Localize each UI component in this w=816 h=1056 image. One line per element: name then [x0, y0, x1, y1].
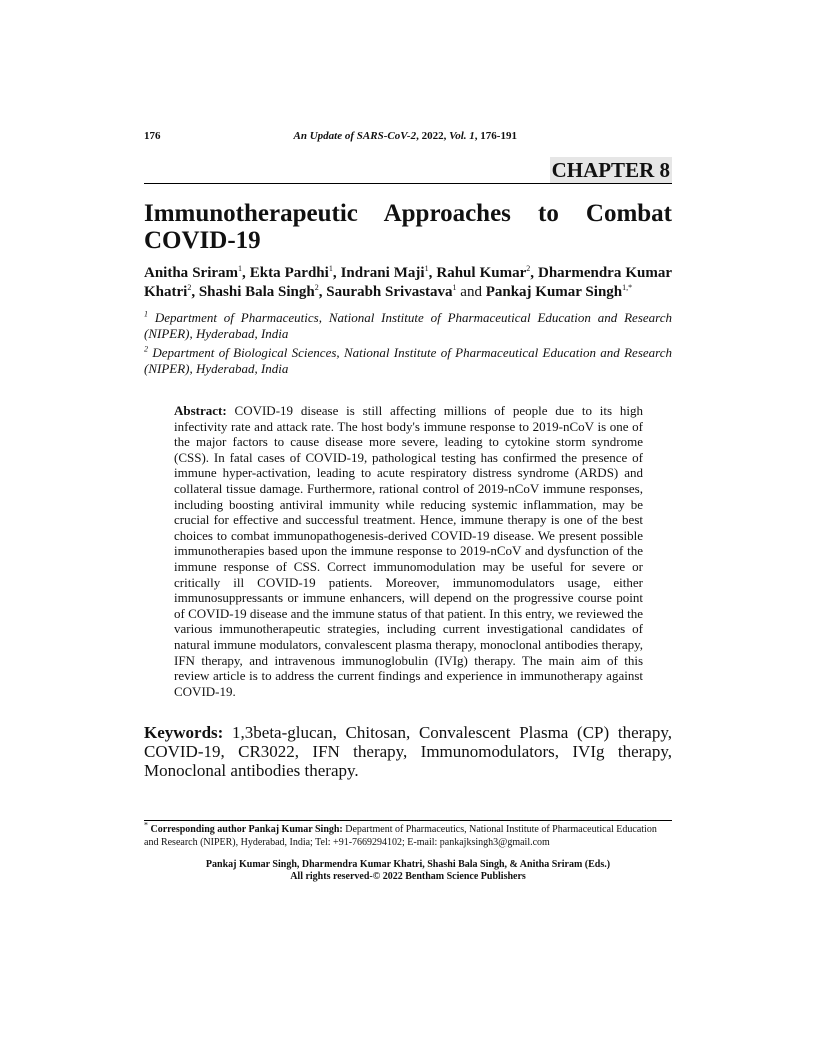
author-name: Pankaj Kumar Singh — [485, 284, 623, 300]
author-separator: , — [318, 284, 327, 300]
author-separator: , — [530, 265, 538, 281]
copyright-line: All rights reserved-© 2022 Bentham Science Publishers — [290, 871, 526, 883]
abstract-label: Abstract: — [174, 403, 227, 418]
chapter-row — [144, 157, 672, 183]
affiliation-text: Department of Biological Sciences, National Institute of Pharmaceutical Education and Research (NIPER), Hyderabad, India — [144, 345, 672, 376]
author-affiliation-marker: 1,* — [622, 283, 633, 292]
author-name: Rahul Kumar — [436, 265, 527, 281]
publisher-info — [144, 859, 672, 883]
author-name: Saurabh Srivastava — [326, 284, 453, 300]
chapter-label: CHAPTER 8 — [551, 158, 670, 182]
affiliation-marker: 2 — [144, 344, 148, 354]
keywords-label: Keywords: — [144, 723, 224, 743]
author-name: Indrani Maji — [340, 265, 425, 281]
author-separator: , — [428, 265, 437, 281]
journal-title: An Update of SARS-CoV-2 — [293, 130, 417, 142]
author-list — [144, 264, 672, 302]
running-header — [144, 129, 672, 143]
editors-line: Pankaj Kumar Singh, Dharmendra Kumar Khatri, Shashi Bala Singh, & Anitha Sriram (Eds.) — [205, 859, 611, 871]
journal-pages: , 176-191 — [474, 130, 517, 142]
page-number: 176 — [144, 130, 161, 142]
author-affiliation-marker: 2 — [526, 264, 531, 273]
affiliation-2 — [144, 345, 672, 377]
author-affiliation-marker: 2 — [187, 283, 192, 292]
author-name: Ekta Pardhi — [249, 265, 329, 281]
author-affiliation-marker: 1 — [424, 264, 429, 273]
author-name: Dharmendra Kumar Khatri — [144, 265, 673, 300]
author-affiliation-marker: 1 — [328, 264, 333, 273]
chapter-title: Immunotherapeutic Approaches to Combat COVID-19 — [144, 200, 672, 254]
author-separator: , — [332, 265, 341, 281]
journal-volume: Vol. 1 — [449, 130, 475, 142]
header-divider — [144, 183, 672, 184]
abstract-text: COVID-19 disease is still affecting millions of people due to its high infectivity rate and attack rate. The host body's immune response to 2019-nCoV is one of the major factors to cause disease more severe, leading to cytokine storm syndrome (CSS). In fatal cases of COVID-19, pathological testing has confirmed the presence of immune hyper-activation, leading to acute respiratory distress syndrome (ARDS) and collateral tissue damage. Furthermore, rational control of 2019-nCoV immune responses, including boosting antiviral immunity while reducing systemic inflammation, may be crucial for effective and successful treatment. Hence, immune therapy is one of the best choices to combat immunopathogenesis-derived COVID-19 disease. We present possible immunotherapies based upon the immune response to 2019-nCoV and dysfunction of the immune response of CSS. Correct immunomodulation may be useful for severe or critically ill COVID-19 patients. Moreover, immunomodulators usage, either immunosuppressants or immune enhancers, will depend on the progressive course point of COVID-19 disease and the immune status of that patient. In this entry, we reviewed the various immunotherapeutic strategies, including current investigational candidates of natural immune modulators, convalescent plasma therapy, monoclonal antibodies therapy, IFN therapy, and intravenous immunoglobulin (IVIg) therapy. The main aim of this review article is to address the current findings and experience in immunotherapy against COVID-19. — [174, 403, 643, 699]
affiliation-1 — [144, 310, 672, 342]
footnote-label: Corresponding author Pankaj Kumar Singh: — [148, 824, 343, 836]
author-affiliation-marker: 2 — [314, 283, 319, 292]
author-affiliation-marker: 1 — [238, 264, 243, 273]
author-separator: , — [242, 265, 250, 281]
page — [144, 0, 672, 883]
footnote-divider — [144, 820, 672, 821]
author-separator: , — [191, 284, 199, 300]
abstract — [174, 403, 643, 699]
author-name: Anitha Sriram — [144, 265, 239, 281]
keywords-text: 1,3beta-glucan, Chitosan, Convalescent Plasma (CP) therapy, COVID-19, CR3022, IFN therapy, Immunomodulators, IVIg therapy, Monoclonal antibodies therapy. — [144, 723, 672, 781]
journal-citation — [161, 129, 673, 143]
affiliation-marker: 1 — [144, 309, 148, 319]
footnote-text: Department of Pharmaceutics, National Institute of Pharmaceutical Education and Research (NIPER), Hyderabad, India; Tel: +91-7669294102; E-mail: pankajksingh3@gmail.com — [144, 824, 657, 849]
affiliation-text: Department of Pharmaceutics, National Institute of Pharmaceutical Education and Research (NIPER), Hyderabad, India — [144, 310, 672, 341]
author-name: Shashi Bala Singh — [198, 284, 315, 300]
corresponding-author-footnote — [144, 820, 672, 849]
keywords — [144, 723, 672, 780]
journal-year: , 2022, — [416, 130, 450, 142]
author-affiliation-marker: 1 — [452, 283, 457, 292]
footnote-marker: * — [144, 820, 148, 830]
author-separator: and — [456, 284, 486, 300]
